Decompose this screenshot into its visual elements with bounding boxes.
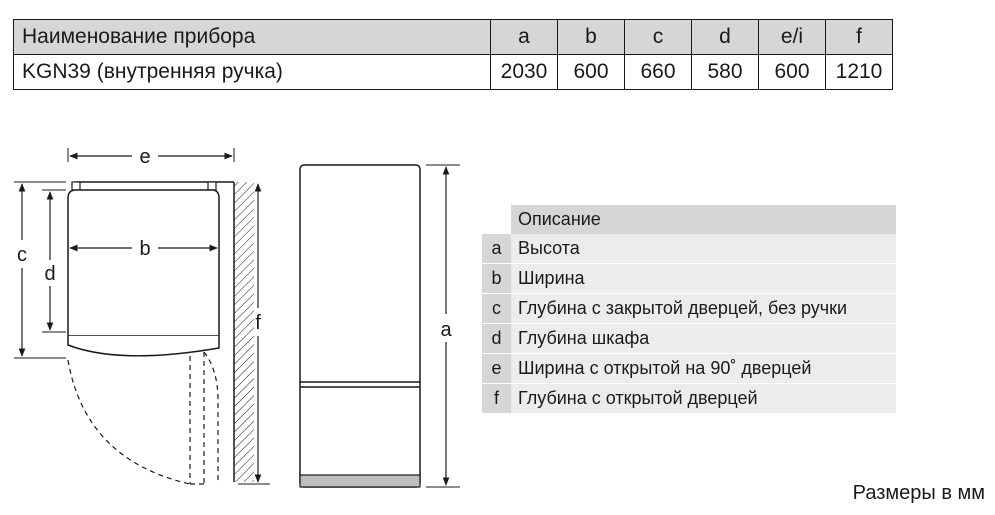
legend-text-b: Ширина [511,264,896,293]
legend-key-a: a [482,234,511,263]
header-b: b [558,20,625,55]
legend-key-d: d [482,324,511,353]
door-closed [68,336,219,356]
header-f: f [826,20,893,55]
label-f: f [255,312,261,334]
value-d: 580 [692,55,759,90]
door-open [190,352,204,484]
value-f: 1210 [826,55,893,90]
wall [234,182,254,482]
legend-title: Описание [511,205,896,234]
legend-key-b: b [482,264,511,293]
label-a: a [440,319,452,341]
label-c: c [17,244,27,266]
value-b: 600 [558,55,625,90]
list-item [482,384,896,414]
list-item [482,264,896,294]
legend-text-d: Глубина шкафа [511,324,896,353]
label-d: d [44,263,56,285]
units-note: Размеры в мм [852,482,985,504]
dimensions-table [13,19,893,90]
legend-text-c: Глубина с закрытой дверцей, без ручки [511,294,896,323]
table-header-row [14,20,893,55]
cabinet-outline [68,190,219,336]
label-b: b [139,238,151,260]
header-ei: e/i [759,20,826,55]
legend-table [482,205,896,414]
model-name: KGN39 [22,60,91,83]
top-view [14,146,270,484]
legend-text-f: Глубина с открытой дверцей [511,384,896,413]
legend-key-c: c [482,294,511,323]
dimension-drawing [0,140,480,505]
model-note: (внутренняя ручка) [96,60,283,83]
legend-key-e: e [482,354,511,383]
legend-text-e: Ширина с открытой на 90˚ дверцей [511,354,896,383]
list-item [482,324,896,354]
legend-text-a: Высота [511,234,896,263]
legend-header [482,205,896,234]
label-e: e [139,146,151,168]
hinge-left [72,182,80,190]
header-d: d [692,20,759,55]
fridge-plinth [300,475,420,487]
value-c: 660 [625,55,692,90]
value-a: 2030 [491,55,558,90]
door-open-curve [204,352,218,484]
list-item [482,294,896,324]
hinge-right [208,182,216,190]
appliance-name-cell [14,55,491,90]
header-a: a [491,20,558,55]
front-view [300,165,460,487]
fridge-body [300,165,420,487]
header-appliance-name: Наименование прибора [14,20,491,55]
door-swing-arc [68,360,190,484]
legend-key-f: f [482,384,511,413]
table-row [14,55,893,90]
list-item [482,234,896,264]
value-ei: 600 [759,55,826,90]
list-item [482,354,896,384]
header-c: c [625,20,692,55]
